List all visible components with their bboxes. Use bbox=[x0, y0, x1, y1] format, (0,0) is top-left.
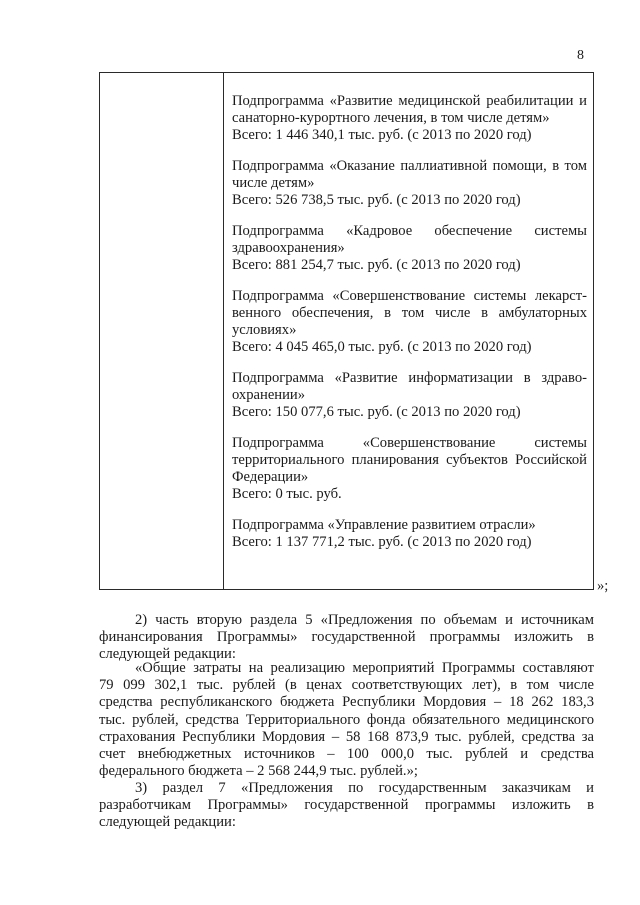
paragraph-section-5 bbox=[99, 612, 594, 664]
paragraph-line: счет внебюджетных источников – 100 000,0 тыс. рублей и средства bbox=[99, 746, 594, 763]
paragraph-line: разработчикам Программы» государственной программы изложить в bbox=[99, 797, 594, 814]
subprogram-title-line: Федерации» bbox=[232, 469, 309, 485]
subprogram-title-line: венного обеспечения, в том числе в амбулаторных bbox=[232, 305, 587, 321]
subprogram-total: Всего: 881 254,7 тыс. руб. (с 2013 по 2020 год) bbox=[232, 257, 521, 273]
subprogram-total: Всего: 1 446 340,1 тыс. руб. (с 2013 по 2020 год) bbox=[232, 127, 532, 143]
subprogram-title-line: Подпрограмма «Совершенствование системы bbox=[232, 435, 587, 451]
subprogram-title-line: Подпрограмма «Оказание паллиативной помощи, в том bbox=[232, 158, 587, 174]
paragraph-line: следующей редакции: bbox=[99, 646, 236, 663]
subprogram-title-line: территориального планирования субъектов Российской bbox=[232, 452, 587, 468]
paragraph-line: 3) раздел 7 «Предложения по государственным заказчикам и bbox=[135, 780, 594, 796]
subprogram-block bbox=[232, 93, 587, 144]
subprogram-title-line: охранении» bbox=[232, 387, 306, 403]
subprogram-title-line: Подпрограмма «Развитие медицинской реабилитации и bbox=[232, 93, 587, 109]
subprogram-title-line: здравоохранения» bbox=[232, 240, 345, 256]
subprogram-total: Всего: 150 077,6 тыс. руб. (с 2013 по 2020 год) bbox=[232, 404, 521, 420]
subprogram-title-line: санаторно-курортного лечения, в том числе детям» bbox=[232, 110, 550, 126]
subprogram-title-line: Подпрограмма «Совершенствование системы лекарст- bbox=[232, 288, 587, 304]
subprogram-total: Всего: 0 тыс. руб. bbox=[232, 486, 342, 502]
paragraph-line: «Общие затраты на реализацию мероприятий Программы составляют bbox=[135, 660, 594, 676]
subprogram-block bbox=[232, 288, 587, 356]
paragraph-section-7 bbox=[99, 780, 594, 832]
paragraph-quote-costs bbox=[99, 660, 594, 780]
subprogram-title-line: условиях» bbox=[232, 322, 297, 338]
paragraph-line: средства республиканского бюджета Республики Мордовия – 18 262 183,3 bbox=[99, 694, 594, 711]
subprogram-block bbox=[232, 370, 587, 421]
paragraph-line: страхования Республики Мордовия – 58 168 873,9 тыс. рублей, средства за bbox=[99, 728, 594, 745]
subprogram-total: Всего: 1 137 771,2 тыс. руб. (с 2013 по 2020 год) bbox=[232, 534, 532, 550]
table-cell-subprograms bbox=[232, 93, 587, 565]
table-closing-quote: »; bbox=[597, 578, 609, 594]
page-number: 8 bbox=[577, 48, 584, 63]
table-column-divider bbox=[223, 73, 224, 589]
paragraph-line: тыс. рублей, средства Территориального фонда обязательного медицинского bbox=[99, 711, 594, 728]
subprogram-title-line: числе детям» bbox=[232, 175, 315, 191]
subprogram-total: Всего: 526 738,5 тыс. руб. (с 2013 по 2020 год) bbox=[232, 192, 521, 208]
funding-table bbox=[99, 72, 594, 590]
subprogram-block bbox=[232, 223, 587, 274]
subprogram-block bbox=[232, 517, 587, 551]
subprogram-title-line: Подпрограмма «Развитие информатизации в здраво- bbox=[232, 370, 587, 386]
paragraph-line: 2) часть вторую раздела 5 «Предложения по объемам и источникам bbox=[135, 612, 594, 628]
subprogram-block bbox=[232, 158, 587, 209]
subprogram-total: Всего: 4 045 465,0 тыс. руб. (с 2013 по 2020 год) bbox=[232, 339, 532, 355]
subprogram-title-line: Подпрограмма «Управление развитием отрасли» bbox=[232, 517, 536, 533]
subprogram-block bbox=[232, 435, 587, 503]
paragraph-line: федерального бюджета – 2 568 244,9 тыс. рублей.»; bbox=[99, 763, 418, 780]
subprogram-title-line: Подпрограмма «Кадровое обеспечение системы bbox=[232, 223, 587, 239]
paragraph-line: следующей редакции: bbox=[99, 814, 236, 831]
paragraph-line: финансирования Программы» государственной программы изложить в bbox=[99, 629, 594, 646]
paragraph-line: 79 099 302,1 тыс. рублей (в ценах соответствующих лет), в том числе bbox=[99, 677, 594, 694]
